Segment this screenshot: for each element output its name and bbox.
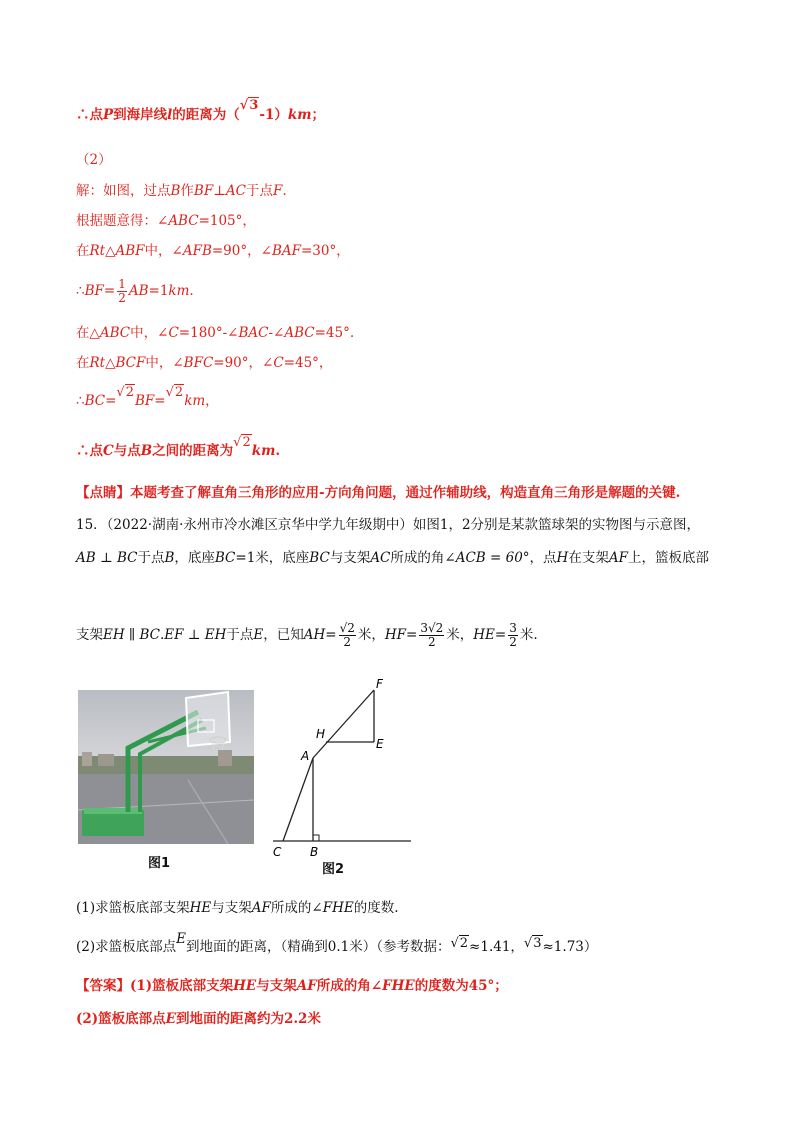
sqrt-2: √2 bbox=[165, 385, 184, 400]
comment-tag: 【点睛】 bbox=[76, 485, 130, 501]
q15-line-3: 支架EH ∥ BC.EF ⊥ EH于点E，已知AH= $\frac{√2}{2}$ 米，HF= $\frac{3√2}{2}$ 米，HE= $\frac{3}{2}$ 米. bbox=[76, 621, 538, 649]
answer-tag: 【答案】 bbox=[76, 978, 130, 994]
right-angle-mark bbox=[313, 835, 319, 841]
support-ac bbox=[283, 758, 313, 841]
q15-sub-1: (1)求篮板底部支架HE与支架AF所成的∠FHE的度数. bbox=[76, 900, 399, 916]
basketball-stand-diagram bbox=[268, 676, 414, 866]
figure-1-caption: 图1 bbox=[148, 856, 171, 871]
solution-line-4: ∴BF= $\frac{1}{2}$ AB=1km. bbox=[76, 277, 194, 305]
solution-line-2: 根据题意得：∠ABC=105°， bbox=[76, 213, 256, 229]
figure-2-caption: 图2 bbox=[322, 862, 345, 877]
label-F: F bbox=[376, 677, 383, 691]
label-H: H bbox=[316, 727, 326, 741]
sqrt-3: √3 bbox=[239, 98, 259, 113]
solution-line-3: 在Rt△ABF中，∠AFB=90°，∠BAF=30°， bbox=[76, 243, 350, 259]
part2-label: （2） bbox=[76, 152, 112, 168]
support-af bbox=[313, 690, 374, 758]
q15-line-1: 15．（2022·湖南·永州市冷水滩区京华中学九年级期中）如图1，2分别是某款篮球架的实物图与示意图， bbox=[76, 517, 701, 533]
basketball-stand-photo bbox=[78, 690, 254, 844]
fraction-one-half: $\frac{1}{2}$ bbox=[118, 277, 126, 305]
part1-conclusion: ∴点P到海岸线l的距离为（√3-1）km； bbox=[76, 98, 326, 123]
q15-line-2: AB ⊥ BC于点B，底座BC=1米，底座BC与支架AC所成的角∠ACB = 60°，点H在支架AF上，篮板底部 bbox=[76, 550, 709, 566]
label-C: C bbox=[273, 845, 282, 859]
solution-line-5: 在△ABC中，∠C=180°-∠BAC-∠ABC=45°. bbox=[76, 325, 355, 341]
q15-sub-2: (2)求篮板底部点E到地面的距离，（精确到0.1米）（参考数据：√2≈1.41，√3≈1.73） bbox=[76, 931, 598, 955]
label-E: E bbox=[376, 737, 384, 751]
label-A: A bbox=[301, 749, 310, 763]
comment-line: 【点睛】本题考查了解直角三角形的应用-方向角问题，通过作辅助线，构造直角三角形是解题的关键. bbox=[76, 485, 681, 501]
answer-line-1: 【答案】(1)篮板底部支架HE与支架AF所成的角∠FHE的度数为45°； bbox=[76, 978, 508, 994]
solution-line-8: ∴点C与点B之间的距离为√2km. bbox=[76, 435, 281, 459]
sqrt-2: √2 bbox=[233, 435, 251, 450]
answer-line-2: (2)篮板底部点E到地面的距离约为2.2米 bbox=[76, 1011, 321, 1027]
sqrt-2: √2 bbox=[116, 385, 134, 400]
solution-line-1: 解：如图，过点B作BF⊥AC于点F. bbox=[76, 183, 287, 199]
label-B: B bbox=[310, 845, 319, 859]
solution-line-6: 在Rt△BCF中，∠BFC=90°，∠C=45°， bbox=[76, 355, 333, 371]
solution-line-7: ∴BC=√2BF=√2km， bbox=[76, 385, 219, 409]
